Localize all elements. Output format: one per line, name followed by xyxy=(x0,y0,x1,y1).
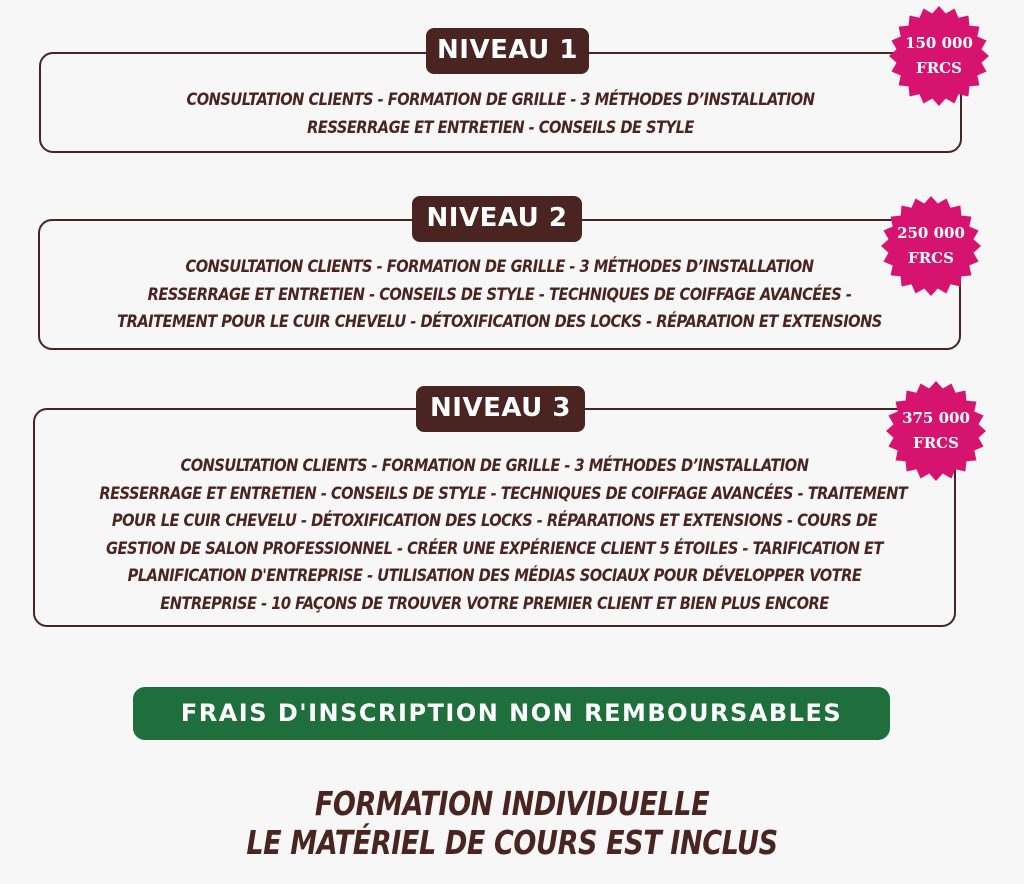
level-3-price-badge xyxy=(885,380,987,482)
level-1-line-2: RESSERRAGE ET ENTRETIEN - CONSEILS DE STYLE xyxy=(307,117,694,138)
level-2-description xyxy=(104,254,894,337)
level-3-title: NIVEAU 3 xyxy=(416,386,585,432)
level-3-line-3: POUR LE CUIR CHEVELU - DÉTOXIFICATION DES LOCKS - RÉPARATIONS ET EXTENSIONS - COURS DE xyxy=(111,511,878,531)
non-refundable-banner: FRAIS D'INSCRIPTION NON REMBOURSABLES xyxy=(133,687,890,740)
level-3-line-4: GESTION DE SALON PROFESSIONNEL - CRÉER UNE EXPÉRIENCE CLIENT 5 ÉTOILES - TARIFICATION ET xyxy=(106,538,883,559)
level-1-price-badge xyxy=(888,5,990,107)
level-3-card xyxy=(33,408,956,627)
level-3-description xyxy=(99,453,908,618)
level-3-line-5: PLANIFICATION D'ENTREPRISE - UTILISATION DES MÉDIAS SOCIAUX POUR DÉVELOPPER VOTRE xyxy=(127,566,862,586)
level-3-line-6: ENTREPRISE - 10 FAÇONS DE TROUVER VOTRE PREMIER CLIENT ET BIEN PLUS ENCORE xyxy=(160,593,829,614)
level-2-price-amount: 250 000 xyxy=(897,224,965,242)
level-1-price-amount: 150 000 xyxy=(905,34,973,52)
level-2-price-currency: FRCS xyxy=(908,249,954,267)
level-2-line-1: CONSULTATION CLIENTS - FORMATION DE GRILLE - 3 MÉTHODES D’INSTALLATION xyxy=(185,257,814,277)
level-1-description xyxy=(105,87,895,142)
footer-line-2: LE MATÉRIEL DE COURS EST INCLUS xyxy=(246,823,778,862)
level-2-line-3: TRAITEMENT POUR LE CUIR CHEVELU - DÉTOXIFICATION DES LOCKS - RÉPARATION ET EXTENSIONS xyxy=(117,312,882,332)
level-3-price-amount: 375 000 xyxy=(902,409,970,427)
level-3-line-1: CONSULTATION CLIENTS - FORMATION DE GRILLE - 3 MÉTHODES D’INSTALLATION xyxy=(180,456,809,476)
level-3-line-2: RESSERRAGE ET ENTRETIEN - CONSEILS DE STYLE - TECHNIQUES DE COIFFAGE AVANCÉES - TRAITEMENT xyxy=(99,483,908,504)
footer-text xyxy=(92,784,932,862)
level-2-price-badge xyxy=(880,195,982,297)
level-2-title: NIVEAU 2 xyxy=(412,196,582,242)
level-1-line-1: CONSULTATION CLIENTS - FORMATION DE GRILLE - 3 MÉTHODES D’INSTALLATION xyxy=(186,90,815,110)
level-2-line-2: RESSERRAGE ET ENTRETIEN - CONSEILS DE STYLE - TECHNIQUES DE COIFFAGE AVANCÉES - xyxy=(147,284,852,305)
level-1-title: NIVEAU 1 xyxy=(426,28,589,74)
level-1-price-currency: FRCS xyxy=(916,59,962,77)
footer-line-1: FORMATION INDIVIDUELLE xyxy=(314,784,710,823)
level-3-price-currency: FRCS xyxy=(913,434,959,452)
